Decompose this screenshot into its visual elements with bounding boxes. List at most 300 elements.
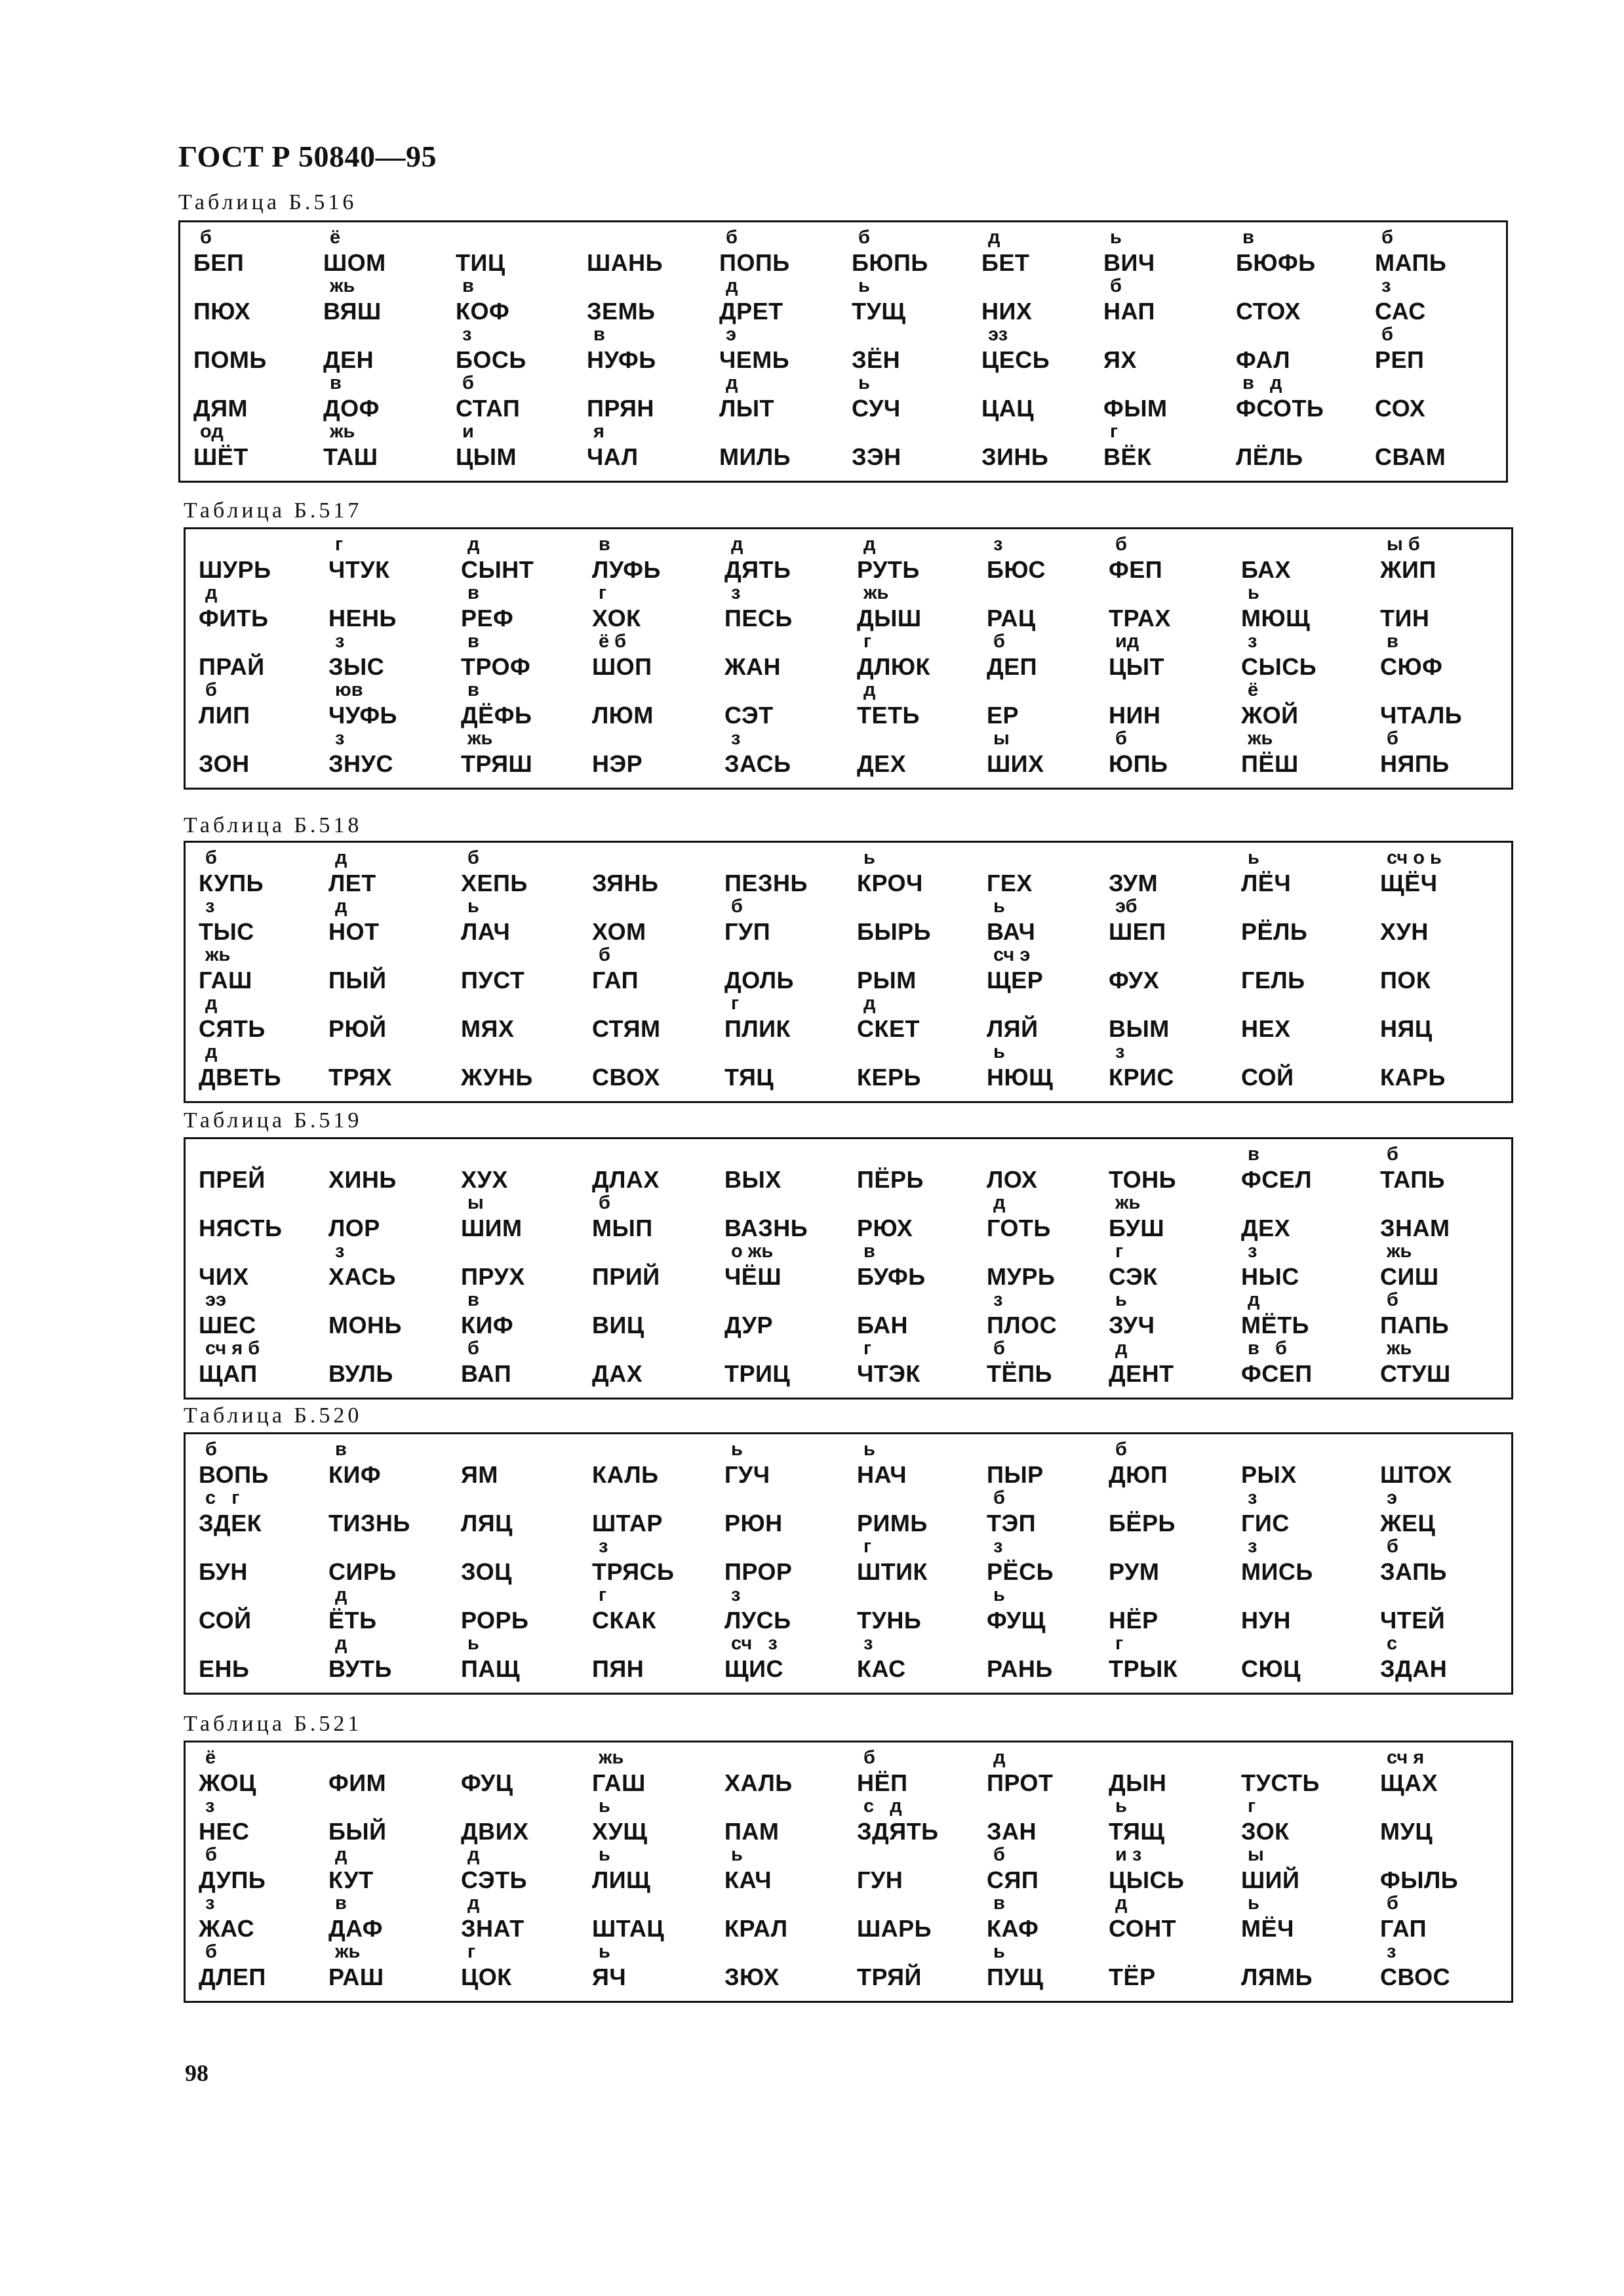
pronunciation-mark: з xyxy=(1248,1241,1258,1262)
word-table xyxy=(184,841,1513,1103)
test-word: ЛАЧ xyxy=(461,918,511,945)
word-cell xyxy=(328,1193,460,1241)
test-word: СКЕТ xyxy=(857,1015,920,1042)
word-cell xyxy=(461,729,592,777)
word-cell xyxy=(981,373,1113,422)
word-cell xyxy=(1380,729,1511,777)
word-cell xyxy=(987,896,1118,945)
word-cell xyxy=(1380,1488,1511,1537)
test-word: ПЁШ xyxy=(1241,750,1299,777)
pronunciation-mark: жь xyxy=(467,728,493,749)
word-cell xyxy=(857,1585,988,1634)
pronunciation-mark: в xyxy=(467,1289,479,1310)
word-cell xyxy=(199,1845,330,1893)
word-cell xyxy=(1109,632,1240,680)
word-cell xyxy=(199,994,330,1042)
test-word: ВИЦ xyxy=(592,1312,644,1339)
pronunciation-mark: эз xyxy=(988,324,1008,345)
test-word: БУН xyxy=(199,1558,248,1585)
pronunciation-mark: жь xyxy=(1387,1338,1412,1359)
test-word: ДЯТЬ xyxy=(724,556,791,583)
test-word: РЁЛЬ xyxy=(1241,918,1308,945)
test-word: ШАРЬ xyxy=(857,1915,932,1942)
pronunciation-mark: юв xyxy=(335,679,363,700)
word-cell xyxy=(987,1893,1118,1942)
test-word: ТИЗНЬ xyxy=(328,1510,410,1537)
pronunciation-mark: з xyxy=(1387,1941,1396,1962)
word-cell xyxy=(328,1845,460,1893)
word-cell xyxy=(323,276,454,325)
pronunciation-mark: д xyxy=(335,847,347,868)
test-word: ДЛЕП xyxy=(199,1964,266,1990)
word-cell xyxy=(199,1585,330,1634)
word-cell xyxy=(1109,1241,1240,1290)
pronunciation-mark: б xyxy=(993,1844,1005,1865)
table-row xyxy=(186,1488,1511,1537)
test-word: НЯСТЬ xyxy=(199,1215,283,1241)
word-cell xyxy=(1380,994,1511,1042)
test-word: НУН xyxy=(1241,1607,1291,1634)
test-word: ТРЯХ xyxy=(328,1064,392,1091)
test-word: ГУП xyxy=(724,918,771,945)
pronunciation-mark: г xyxy=(731,993,740,1014)
test-word: ЦЕСЬ xyxy=(981,346,1050,373)
test-word: СЮФ xyxy=(1380,653,1443,680)
test-word: ЗДЯТЬ xyxy=(857,1818,939,1845)
word-cell xyxy=(592,729,723,777)
pronunciation-mark: ь xyxy=(599,1796,610,1817)
test-word: ЗНУС xyxy=(328,750,393,777)
word-cell xyxy=(199,1537,330,1585)
test-word: ЗЭН xyxy=(852,443,901,470)
test-word: ПРИЙ xyxy=(592,1263,660,1290)
test-word: МОНЬ xyxy=(328,1312,402,1339)
word-cell xyxy=(1241,1585,1372,1634)
pronunciation-mark: з xyxy=(1248,1536,1258,1557)
word-cell xyxy=(1236,276,1367,325)
word-cell xyxy=(592,1488,723,1537)
pronunciation-mark: з xyxy=(599,1536,608,1557)
test-word: ГАП xyxy=(1380,1915,1427,1942)
pronunciation-mark: б xyxy=(1387,1536,1398,1557)
word-cell xyxy=(724,1144,856,1193)
test-word: НЕХ xyxy=(1241,1015,1291,1042)
word-cell xyxy=(724,583,856,632)
test-word: ПРОР xyxy=(724,1558,793,1585)
test-word: ЖИП xyxy=(1380,556,1436,583)
test-word: ЗДЕК xyxy=(199,1510,262,1537)
test-word: ЛОХ xyxy=(987,1166,1038,1193)
pronunciation-mark: сч о ь xyxy=(1387,847,1442,868)
test-word: РОРЬ xyxy=(461,1607,529,1634)
word-cell xyxy=(1375,422,1506,470)
word-cell xyxy=(1241,1488,1372,1537)
word-cell xyxy=(724,1796,856,1845)
test-word: ШЕС xyxy=(199,1312,256,1339)
word-cell xyxy=(1241,534,1372,583)
test-word: ТОНЬ xyxy=(1109,1166,1176,1193)
pronunciation-mark: г xyxy=(599,1584,607,1605)
table-row xyxy=(186,1942,1511,1990)
test-word: ЦЫТ xyxy=(1109,653,1165,680)
test-word: ДЫШ xyxy=(857,605,922,632)
test-word: КРИС xyxy=(1109,1064,1174,1091)
word-cell xyxy=(456,228,587,276)
pronunciation-mark: ё б xyxy=(599,631,627,652)
word-cell xyxy=(592,1440,723,1488)
pronunciation-mark: б xyxy=(1387,1893,1398,1914)
word-cell xyxy=(724,1634,856,1682)
test-word: ШИЙ xyxy=(1241,1866,1300,1893)
word-cell xyxy=(724,1193,856,1241)
test-word: РЮН xyxy=(724,1510,783,1537)
word-cell xyxy=(987,680,1118,729)
word-cell xyxy=(1236,228,1367,276)
pronunciation-mark: ь xyxy=(467,896,479,917)
pronunciation-mark: ь xyxy=(731,1844,743,1865)
test-word: ЧИХ xyxy=(199,1263,249,1290)
test-word: ФУЦ xyxy=(461,1769,513,1796)
pronunciation-mark: в xyxy=(467,582,479,603)
pronunciation-mark: ы xyxy=(467,1192,484,1213)
pronunciation-mark: и з xyxy=(1115,1844,1142,1865)
pronunciation-mark: ь xyxy=(1248,1893,1259,1914)
word-cell xyxy=(1375,276,1506,325)
pronunciation-mark: д xyxy=(726,373,738,393)
pronunciation-mark: в xyxy=(335,1439,347,1460)
test-word: СВАМ xyxy=(1375,443,1446,470)
test-word: ПЫР xyxy=(987,1461,1044,1488)
word-cell xyxy=(1109,1585,1240,1634)
test-word: СЫНТ xyxy=(461,556,534,583)
word-cell xyxy=(987,729,1118,777)
word-cell xyxy=(724,896,856,945)
table-row xyxy=(186,945,1511,994)
word-cell xyxy=(328,583,460,632)
word-cell xyxy=(328,729,460,777)
test-word: ЗНАТ xyxy=(461,1915,525,1942)
word-cell xyxy=(852,373,983,422)
word-cell xyxy=(987,1748,1118,1796)
test-word: РЮХ xyxy=(857,1215,913,1241)
word-cell xyxy=(456,325,587,373)
word-cell xyxy=(987,1845,1118,1893)
word-cell xyxy=(328,994,460,1042)
word-cell xyxy=(199,1193,330,1241)
word-cell xyxy=(857,994,988,1042)
pronunciation-mark: в xyxy=(1242,227,1254,248)
word-cell xyxy=(461,1193,592,1241)
test-word: ЩЕР xyxy=(987,967,1044,994)
word-cell xyxy=(1109,1193,1240,1241)
test-word: ШИХ xyxy=(987,750,1044,777)
word-cell xyxy=(199,680,330,729)
word-cell xyxy=(461,1585,592,1634)
test-word: ЛЁЧ xyxy=(1241,870,1292,896)
word-cell xyxy=(193,373,325,422)
word-cell xyxy=(328,680,460,729)
pronunciation-mark: жь xyxy=(1387,1241,1412,1262)
test-word: ТРИЦ xyxy=(724,1360,791,1387)
pronunciation-mark: д xyxy=(731,534,743,555)
test-word: ЛЯЦ xyxy=(461,1510,513,1537)
test-word: ТАШ xyxy=(323,443,378,470)
word-cell xyxy=(587,325,718,373)
word-cell xyxy=(987,994,1118,1042)
test-word: ФИМ xyxy=(328,1769,387,1796)
test-word: НЁР xyxy=(1109,1607,1159,1634)
test-word: ЖАН xyxy=(724,653,782,680)
word-cell xyxy=(724,1440,856,1488)
test-word: ХОК xyxy=(592,605,641,632)
word-cell xyxy=(456,276,587,325)
word-cell xyxy=(852,228,983,276)
test-word: КОФ xyxy=(456,298,510,325)
word-cell xyxy=(1103,276,1235,325)
test-word: ТУСТЬ xyxy=(1241,1769,1320,1796)
word-cell xyxy=(328,632,460,680)
test-word: ВЯШ xyxy=(323,298,382,325)
test-word: БУФЬ xyxy=(857,1263,926,1290)
word-cell xyxy=(981,325,1113,373)
pronunciation-mark: ь xyxy=(467,1633,479,1654)
word-cell xyxy=(1380,1440,1511,1488)
test-word: СОЙ xyxy=(199,1607,252,1634)
pronunciation-mark: жь xyxy=(330,275,355,296)
pronunciation-mark: в xyxy=(330,373,342,393)
pronunciation-mark: ь xyxy=(1110,227,1122,248)
test-word: ЛУСЬ xyxy=(724,1607,791,1634)
pronunciation-mark: б xyxy=(205,1439,217,1460)
table-row xyxy=(186,1042,1511,1091)
test-word: ТУНЬ xyxy=(857,1607,922,1634)
word-cell xyxy=(724,994,856,1042)
word-cell xyxy=(724,1241,856,1290)
word-cell xyxy=(1109,1893,1240,1942)
test-word: КРОЧ xyxy=(857,870,923,896)
pronunciation-mark: б xyxy=(858,227,870,248)
pronunciation-mark: в б xyxy=(1248,1338,1287,1359)
word-table xyxy=(178,220,1508,483)
word-cell xyxy=(1241,1339,1372,1387)
test-word: ЛУФЬ xyxy=(592,556,661,583)
pronunciation-mark: д xyxy=(335,1844,347,1865)
pronunciation-mark: сч я xyxy=(1387,1747,1425,1768)
word-cell xyxy=(592,534,723,583)
test-word: ПЕЗНЬ xyxy=(724,870,808,896)
test-word: МЯХ xyxy=(461,1015,515,1042)
test-word: РЕП xyxy=(1375,346,1425,373)
word-cell xyxy=(592,1290,723,1339)
pronunciation-mark: з xyxy=(993,1289,1003,1310)
test-word: ВЁК xyxy=(1103,443,1152,470)
word-cell xyxy=(323,228,454,276)
word-cell xyxy=(987,1290,1118,1339)
word-cell xyxy=(724,1488,856,1537)
test-word: ПЫЙ xyxy=(328,967,387,994)
word-cell xyxy=(724,1942,856,1990)
pronunciation-mark: г xyxy=(863,1338,872,1359)
word-cell xyxy=(987,534,1118,583)
table-row xyxy=(186,1796,1511,1845)
word-cell xyxy=(1380,680,1511,729)
test-word: ДВИХ xyxy=(461,1818,529,1845)
test-word: КАС xyxy=(857,1655,906,1682)
pronunciation-mark: з xyxy=(1115,1041,1125,1062)
test-word: ЛЮМ xyxy=(592,702,654,729)
pronunciation-mark: з xyxy=(993,1536,1003,1557)
test-word: ЗДАН xyxy=(1380,1655,1448,1682)
word-cell xyxy=(199,1796,330,1845)
word-cell xyxy=(199,945,330,994)
test-word: ЦЫМ xyxy=(456,443,517,470)
pronunciation-mark: ь xyxy=(599,1844,610,1865)
pronunciation-mark: б xyxy=(731,896,743,917)
word-cell xyxy=(987,848,1118,896)
test-word: ПРЯН xyxy=(587,395,654,422)
test-word: НЫС xyxy=(1241,1263,1299,1290)
word-cell xyxy=(1103,228,1235,276)
word-cell xyxy=(719,276,850,325)
pronunciation-mark: ь xyxy=(1248,847,1259,868)
word-cell xyxy=(199,1144,330,1193)
word-cell xyxy=(724,1537,856,1585)
table-row xyxy=(186,1845,1511,1893)
test-word: ВИЧ xyxy=(1103,249,1155,276)
test-word: СЫСЬ xyxy=(1241,653,1317,680)
test-word: СОХ xyxy=(1375,395,1426,422)
word-cell xyxy=(592,994,723,1042)
pronunciation-mark: э xyxy=(1387,1487,1398,1508)
table-row xyxy=(186,1537,1511,1585)
pronunciation-mark: б xyxy=(993,1487,1005,1508)
test-word: ПЕСЬ xyxy=(724,605,793,632)
test-word: ГОТЬ xyxy=(987,1215,1051,1241)
word-cell xyxy=(328,534,460,583)
word-cell xyxy=(987,1585,1118,1634)
pronunciation-mark: г xyxy=(1248,1796,1256,1817)
word-cell xyxy=(724,534,856,583)
word-cell xyxy=(987,1339,1118,1387)
word-cell xyxy=(1109,1748,1240,1796)
test-word: ЗУМ xyxy=(1109,870,1159,896)
table-row xyxy=(186,1241,1511,1290)
test-word: ЛЯМЬ xyxy=(1241,1964,1313,1990)
pronunciation-mark: з xyxy=(205,1796,215,1817)
pronunciation-mark: б xyxy=(1115,728,1127,749)
word-cell xyxy=(592,1241,723,1290)
test-word: ЗОН xyxy=(199,750,250,777)
word-cell xyxy=(1241,1537,1372,1585)
word-cell xyxy=(1380,1144,1511,1193)
test-word: ЩЁЧ xyxy=(1380,870,1438,896)
test-word: ФСОТЬ xyxy=(1236,395,1324,422)
word-cell xyxy=(328,1893,460,1942)
pronunciation-mark: д xyxy=(988,227,1000,248)
pronunciation-mark: б xyxy=(205,679,217,700)
test-word: БАН xyxy=(857,1312,908,1339)
word-cell xyxy=(1103,325,1235,373)
pronunciation-mark: д xyxy=(205,993,218,1014)
word-cell xyxy=(1241,1893,1372,1942)
test-word: ДВЕТЬ xyxy=(199,1064,282,1091)
pronunciation-mark: ь xyxy=(731,1439,743,1460)
word-cell xyxy=(981,422,1113,470)
test-word: ГИС xyxy=(1241,1510,1290,1537)
test-word: ЧЕМЬ xyxy=(719,346,790,373)
test-word: СВОС xyxy=(1380,1964,1451,1990)
test-word: КАРЬ xyxy=(1380,1064,1446,1091)
test-word: ДЯМ xyxy=(193,395,248,422)
word-cell xyxy=(857,583,988,632)
word-table xyxy=(184,527,1513,790)
test-word: ЕНЬ xyxy=(199,1655,250,1682)
word-cell xyxy=(1241,680,1372,729)
word-cell xyxy=(323,373,454,422)
test-word: МЮЩ xyxy=(1241,605,1311,632)
pronunciation-mark: сч э xyxy=(993,944,1031,965)
word-cell xyxy=(857,632,988,680)
pronunciation-mark: ь xyxy=(858,373,870,393)
word-cell xyxy=(852,422,983,470)
table-row xyxy=(180,373,1506,422)
pronunciation-mark: эб xyxy=(1115,896,1138,917)
test-word: ШТАЦ xyxy=(592,1915,665,1942)
word-cell xyxy=(456,422,587,470)
pronunciation-mark: ё xyxy=(330,227,341,248)
pronunciation-mark: б xyxy=(200,227,212,248)
word-cell xyxy=(193,422,325,470)
word-cell xyxy=(461,1290,592,1339)
pronunciation-mark: ээ xyxy=(205,1289,227,1310)
pronunciation-mark: д xyxy=(863,534,876,555)
test-word: БЫЙ xyxy=(328,1818,387,1845)
test-word: ДАФ xyxy=(328,1915,383,1942)
test-word: НАЧ xyxy=(857,1461,907,1488)
table-row xyxy=(186,1290,1511,1339)
pronunciation-mark: ь xyxy=(993,1584,1005,1605)
test-word: ПОК xyxy=(1380,967,1431,994)
pronunciation-mark: жь xyxy=(1115,1192,1141,1213)
word-cell xyxy=(857,945,988,994)
pronunciation-mark: з xyxy=(1248,1487,1258,1508)
test-word: СЯП xyxy=(987,1866,1039,1893)
test-word: БЮС xyxy=(987,556,1046,583)
word-cell xyxy=(592,1042,723,1091)
test-word: РУМ xyxy=(1109,1558,1160,1585)
pronunciation-mark: б xyxy=(1115,534,1127,555)
test-word: СЮЦ xyxy=(1241,1655,1301,1682)
test-word: ПЛИК xyxy=(724,1015,791,1042)
word-cell xyxy=(587,276,718,325)
word-cell xyxy=(199,534,330,583)
test-word: ЦАЦ xyxy=(981,395,1035,422)
pronunciation-mark: б xyxy=(1381,324,1393,345)
test-word: ТРЯШ xyxy=(461,750,533,777)
pronunciation-mark: б xyxy=(205,1941,217,1962)
test-word: КИФ xyxy=(328,1461,382,1488)
word-cell xyxy=(587,373,718,422)
word-cell xyxy=(1109,994,1240,1042)
test-word: ЧЁШ xyxy=(724,1263,782,1290)
test-word: ДЕХ xyxy=(857,750,907,777)
test-word: СКАК xyxy=(592,1607,656,1634)
test-word: ПРУХ xyxy=(461,1263,525,1290)
pronunciation-mark: ы xyxy=(1248,1844,1264,1865)
test-word: ЧТЕЙ xyxy=(1380,1607,1446,1634)
test-word: ФСЕП xyxy=(1241,1360,1313,1387)
word-cell xyxy=(852,325,983,373)
